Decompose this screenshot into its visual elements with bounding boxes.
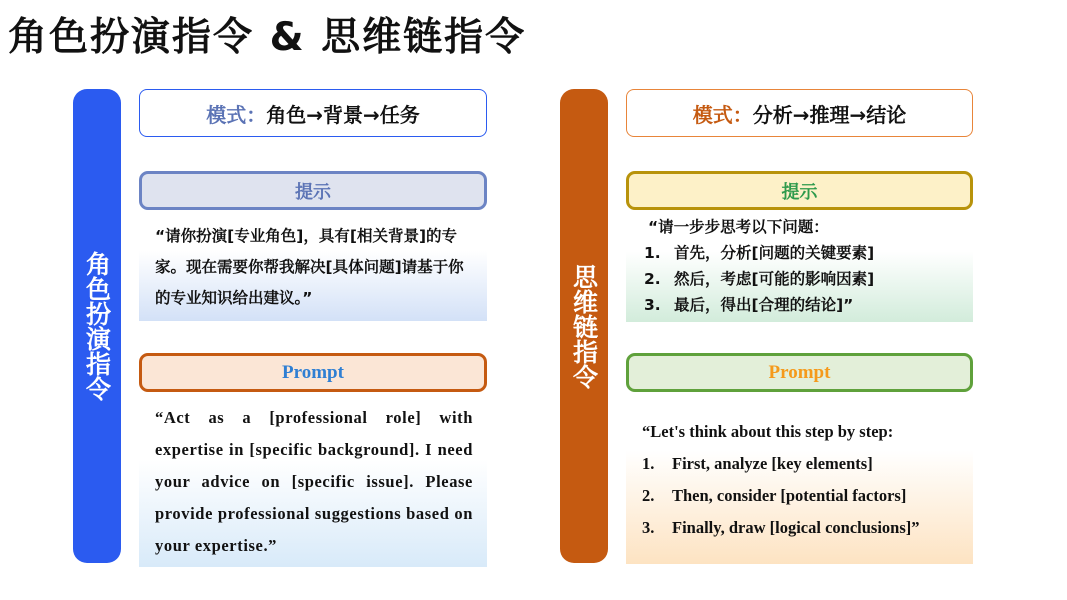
page-title: 角色扮演指令 & 思维链指令 (8, 15, 527, 60)
tip-intro: “请一步步思考以下问题： (648, 218, 829, 236)
mode-value: 角色→背景→任务 (266, 102, 420, 127)
chain-of-thought-mode-box (626, 89, 973, 137)
list-item: 2. Then, consider [potential factors] (642, 486, 907, 505)
role-play-pillar (73, 89, 121, 563)
role-play-prompt-text: “Act as a [professional role] with expertise in [specific background]. I need your advice on [specific issue]. Please provide professional suggestions based on your expertise.” (139, 402, 487, 567)
prompt-intro: “Let's think about this step by step: (642, 422, 894, 441)
role-play-tip-header (139, 171, 487, 210)
chain-of-thought-tip-header (626, 171, 973, 210)
mode-label: 模式： (206, 102, 267, 127)
list-item: 1. First, analyze [key elements] (642, 454, 873, 473)
chain-of-thought-tip-text (626, 214, 973, 322)
mode-label: 模式： (692, 102, 753, 127)
chain-of-thought-pillar (560, 89, 608, 563)
chain-of-thought-pillar-label: 思维链指令 (569, 263, 599, 389)
role-play-tip-text: “请你扮演[专业角色]，具有[相关背景]的专家。现在需要你帮我解决[具体问题]请基于你的专业知识给出建议。” (139, 221, 487, 321)
prompt-header-label: Prompt (282, 361, 344, 383)
role-play-pillar-label: 角色扮演指令 (82, 251, 112, 401)
tip-header-label: 提示 (295, 181, 331, 203)
prompt-header-label: Prompt (768, 361, 831, 383)
role-play-prompt-header (139, 353, 487, 392)
list-item: 3. Finally, draw [logical conclusions]” (642, 518, 920, 537)
mode-value: 分析→推理→结论 (752, 102, 907, 127)
chain-of-thought-prompt-text (626, 402, 973, 564)
list-item: 2. 然后，考虑[可能的影响因素] (644, 270, 875, 288)
tip-header-label: 提示 (781, 181, 818, 203)
list-item: 1. 首先，分析[问题的关键要素] (644, 244, 875, 262)
chain-of-thought-prompt-header (626, 353, 973, 392)
role-play-mode-box (139, 89, 487, 137)
list-item: 3. 最后，得出[合理的结论]” (644, 296, 854, 314)
